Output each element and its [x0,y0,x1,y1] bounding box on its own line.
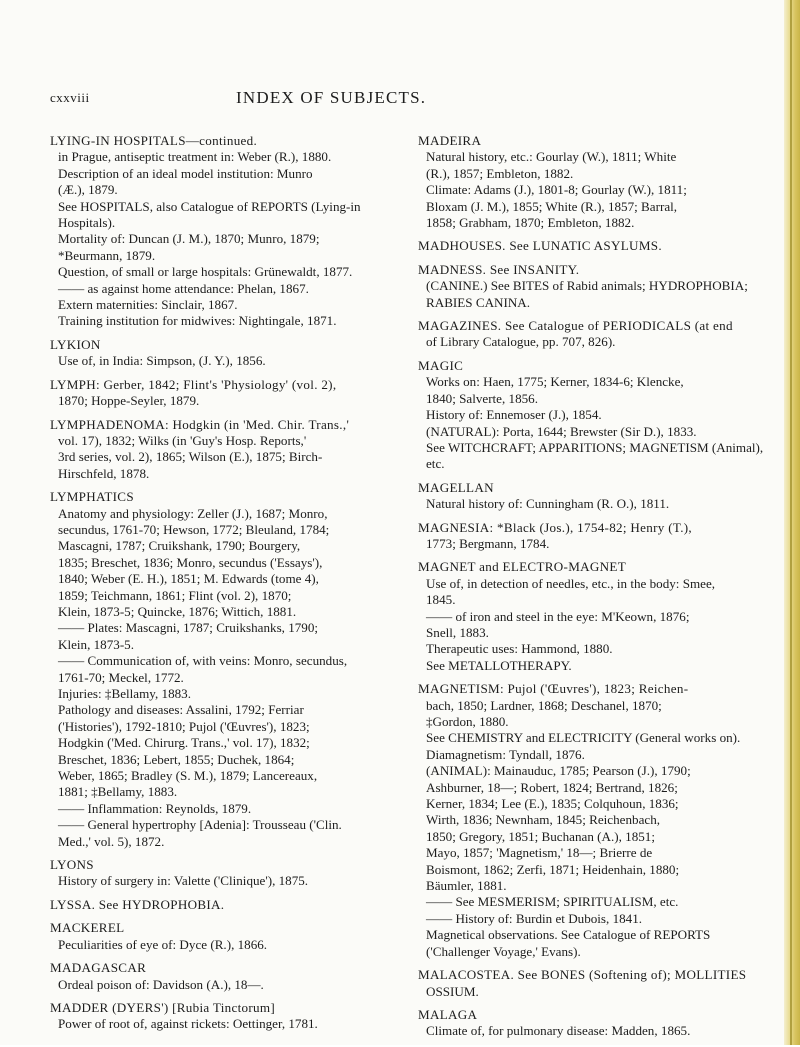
entry-heading: LYMPHADENOMA: Hodgkin (in 'Med. Chir. Trans.,' [50,416,350,432]
entry-line: See CHEMISTRY and ELECTRICITY (General works on). [426,730,741,746]
entry-line: —— Communication of, with veins: Monro, secundus, [58,653,348,669]
entry-line: Diamagnetism: Tyndall, 1876. [426,746,585,762]
entry-line: Weber, 1865; Bradley (S. M.), 1879; Lancereaux, [58,768,318,784]
entry-heading: MAGIC [418,357,464,373]
entry-line: 1845. [426,592,456,608]
entry-line: Question, of small or large hospitals: Grünewaldt, 1877. [58,264,353,280]
entry-heading: LYONS [50,857,94,873]
entry-line: See WITCHCRAFT; APPARITIONS; MAGNETISM (Animal), [426,439,764,455]
entry-line: Climate of, for pulmonary disease: Madden, 1865. [426,1023,691,1039]
entry-line: 3rd series, vol. 2), 1865; Wilson (E.), 1875; Birch- [58,449,323,465]
entry-line: ('Challenger Voyage,' Evans). [426,943,581,959]
entry-line: Injuries: ‡Bellamy, 1883. [58,686,191,701]
index-entry [50,377,414,410]
entry-heading: LYKION [50,336,101,352]
entry-line: etc. [426,456,445,472]
entry-line: Use of, in India: Simpson, (J. Y.), 1856. [58,353,266,369]
entry-heading: MAGNETISM: Pujol ('Œuvres'), 1823; Reichen- [418,681,689,697]
page-edge-line [790,0,792,1045]
entry-heading: MADHOUSES. See LUNATIC ASYLUMS. [418,238,662,254]
index-entry [418,238,768,254]
entry-line: —— as against home attendance: Phelan, 1867. [58,280,309,296]
entry-heading: LYMPHATICS [50,489,134,505]
entry-line: Climate: Adams (J.), 1801-8; Gourlay (W.), 1811; [426,182,687,198]
entry-line: Snell, 1883. [426,624,489,640]
entry-line: 1881; ‡Bellamy, 1883. [58,784,178,800]
entry-line: Bloxam (J. M.), 1855; White (R.), 1857; Barral, [426,198,678,214]
entry-line: Kerner, 1834; Lee (E.), 1835; Colquhoun, 1836; [426,796,679,812]
entry-line: See METALLOTHERAPY. [426,657,572,673]
entry-line: Pathology and diseases: Assalini, 1792; Ferriar [58,702,304,718]
entry-line: (ANIMAL): Mainauduc, 1785; Pearson (J.), 1790; [426,763,691,779]
entry-heading: LYMPH: Gerber, 1842; Flint's 'Physiology' (vol. 2), [50,376,337,392]
index-entry [50,857,414,890]
entry-line: RABIES CANINA. [426,294,531,310]
entry-line: 1858; Grabham, 1870; Embleton, 1882. [426,215,635,231]
index-entry [50,417,414,483]
entry-line: Natural history, etc.: Gourlay (W.), 1811; White [426,149,677,165]
page-number: cxxviii [50,90,90,105]
entry-line: Natural history of: Cunningham (R. O.), 1811. [426,496,670,512]
entry-line: Anatomy and physiology: Zeller (J.), 1687; Monro, [58,505,328,521]
entry-line: Klein, 1873-5; Quincke, 1876; Wittich, 1881. [58,603,297,619]
index-entry [418,358,768,473]
entry-line: Ashburner, 18—; Robert, 1824; Bertrand, 1826; [426,779,678,795]
entry-heading: MAGAZINES. See Catalogue of PERIODICALS (at end [418,318,733,334]
page-edge [784,0,800,1045]
entry-line: —— General hypertrophy [Adenia]: Trousseau ('Clin. [58,817,342,833]
entry-line: Works on: Haen, 1775; Kerner, 1834-6; Klencke, [426,374,684,390]
index-entry [50,489,414,850]
index-entry [418,520,768,553]
entry-heading: MADNESS. See INSANITY. [418,261,580,277]
entry-line: (R.), 1857; Embleton, 1882. [426,165,574,181]
index-entry [50,133,414,330]
entry-line: Training institution for midwives: Nightingale, 1871. [58,313,337,329]
entry-line: Hodgkin ('Med. Chirurg. Trans.,' vol. 17), 1832; [58,735,310,751]
entry-line: 1835; Breschet, 1836; Monro, secundus ('Essays'), [58,554,323,570]
entry-line: secundus, 1761-70; Hewson, 1772; Bleuland, 1784; [58,521,330,537]
entry-line: Magnetical observations. See Catalogue of REPORTS [426,927,711,943]
entry-heading: MAGNET and ELECTRO-MAGNET [418,559,627,575]
entry-line: Klein, 1873-5. [58,636,135,652]
entry-line: OSSIUM. [426,983,479,999]
entry-line: ‡Gordon, 1880. [426,714,509,729]
entry-line: Peculiarities of eye of: Dyce (R.), 1866. [58,936,268,952]
entry-line: Breschet, 1836; Lebert, 1855; Duchek, 1864; [58,751,295,767]
entry-line: Hospitals). [58,215,116,231]
index-entry [418,967,768,1000]
entry-line: in Prague, antiseptic treatment in: Weber (R.), 1880. [58,149,332,165]
entry-line: Bäumler, 1881. [426,878,507,894]
entry-line: bach, 1850; Lardner, 1868; Deschanel, 1870; [426,697,662,713]
index-entry [418,480,768,513]
entry-line: —— See MESMERISM; SPIRITUALISM, etc. [426,894,679,910]
entry-line: 1840; Weber (E. H.), 1851; M. Edwards (tome 4), [58,571,319,587]
index-entry [418,559,768,674]
entry-line: Mayo, 1857; 'Magnetism,' 18—; Brierre de [426,845,653,861]
entry-heading: MADAGASCAR [50,960,147,976]
entry-line: 1859; Teichmann, 1861; Flint (vol. 2), 1870; [58,587,292,603]
entry-line: See HOSPITALS, also Catalogue of REPORTS (Lying-in [58,198,361,214]
running-title: INDEX OF SUBJECTS. [236,88,427,107]
entry-line: 1870; Hoppe-Seyler, 1879. [58,393,200,409]
entry-line: 1840; Salverte, 1856. [426,390,539,406]
entry-line: History of: Ennemoser (J.), 1854. [426,407,602,423]
entry-line: History of surgery in: Valette ('Clinique'), 1875. [58,873,309,889]
entry-line: (NATURAL): Porta, 1644; Brewster (Sir D.), 1833. [426,423,697,439]
entry-heading: MACKEREL [50,920,125,936]
entry-heading: MADDER (DYERS') [Rubia Tinctorum] [50,999,276,1015]
entry-line: Wirth, 1836; Newnham, 1845; Reichenbach, [426,812,661,828]
entry-line: ('Histories'), 1792-1810; Pujol ('Œuvres'), 1823; [58,718,310,734]
right-column [418,133,768,1047]
entry-line: Extern maternities: Sinclair, 1867. [58,297,238,313]
index-entry [418,681,768,960]
entry-line: Power of root of, against rickets: Oettinger, 1781. [58,1016,318,1032]
entry-line: Ordeal poison of: Davidson (A.), 18—. [58,976,264,992]
entry-heading: MADEIRA [418,133,482,148]
index-entry [50,1000,414,1033]
entry-heading: MALACOSTEA. See BONES (Softening of); MOLLITIES [418,967,747,983]
entry-line: Therapeutic uses: Hammond, 1880. [426,641,613,657]
entry-heading: LYSSA. See HYDROPHOBIA. [50,896,225,912]
entry-line: —— Plates: Mascagni, 1787; Cruikshanks, 1790; [58,620,319,636]
entry-line: Mortality of: Duncan (J. M.), 1870; Munro, 1879; [58,231,320,247]
entry-line: Use of, in detection of needles, etc., in the body: Smee, [426,575,716,591]
index-entry [418,133,768,231]
index-entry [50,960,414,993]
entry-line: 1773; Bergmann, 1784. [426,535,550,551]
entry-line: vol. 17), 1832; Wilks (in 'Guy's Hosp. Reports,' [58,432,307,448]
entry-line: —— of iron and steel in the eye: M'Keown, 1876; [426,608,690,624]
entry-heading: MALAGA [418,1006,478,1022]
entry-heading: MAGNESIA: *Black (Jos.), 1754-82; Henry (T.), [418,519,692,535]
entry-line: (Æ.), 1879. [58,182,118,198]
index-entry [418,262,768,311]
index-entry [418,1007,768,1040]
entry-heading: LYING-IN HOSPITALS—continued. [50,133,258,148]
entry-line: of Library Catalogue, pp. 707, 826). [426,334,616,350]
page-header [0,88,800,112]
entry-line: *Beurmann, 1879. [58,247,156,263]
index-entry [50,897,414,913]
left-column [50,133,414,1040]
index-entry [50,920,414,953]
entry-heading: MAGELLAN [418,479,494,495]
entry-line: Boismont, 1862; Zerfi, 1871; Heidenhain, 1880; [426,861,680,877]
entry-line: —— History of: Burdin et Dubois, 1841. [426,910,643,926]
entry-line: Med.,' vol. 5), 1872. [58,833,165,849]
index-entry [50,337,414,370]
entry-line: Description of an ideal model institution: Munro [58,165,313,181]
entry-line: 1850; Gregory, 1851; Buchanan (A.), 1851; [426,828,655,844]
entry-line: Mascagni, 1787; Cruikshank, 1790; Bourgery, [58,538,301,554]
entry-line: (CANINE.) See BITES of Rabid animals; HYDROPHOBIA; [426,278,748,294]
entry-line: Hirschfeld, 1878. [58,465,150,481]
entry-line: —— Inflammation: Reynolds, 1879. [58,800,252,816]
index-entry [418,318,768,351]
entry-line: 1761-70; Meckel, 1772. [58,669,184,685]
